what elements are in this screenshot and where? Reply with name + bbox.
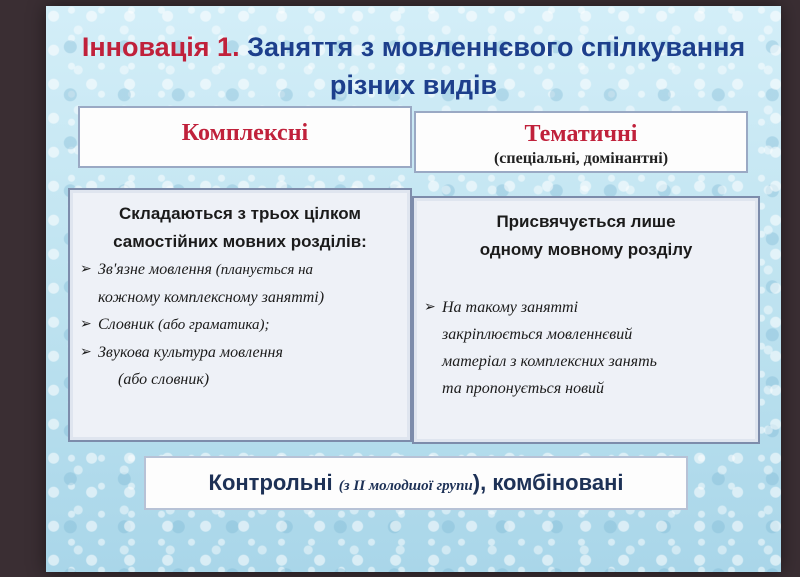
- list-item-continuation: [70, 366, 410, 393]
- arrowhead-bullet-icon: ➢: [424, 300, 436, 315]
- footer-part-3: ), комбіновані: [472, 470, 624, 495]
- list-item-cont-text: кожному комплексному занятті): [98, 289, 325, 306]
- arrowhead-bullet-icon: ➢: [80, 262, 92, 277]
- tematychni-lead-line-1: Присвячується лише: [496, 212, 676, 231]
- list-item: [70, 311, 410, 339]
- list-item-continuation: [414, 375, 758, 402]
- list-item-main: Словник: [98, 316, 155, 333]
- title-main: Заняття з мовленнєвого спілкування: [239, 32, 746, 62]
- list-item-aside: (або граматика);: [154, 317, 270, 333]
- list-item-line: На такому занятті: [442, 299, 579, 316]
- kompleksni-heading-box: [78, 106, 412, 168]
- arrowhead-bullet-icon: ➢: [80, 317, 92, 332]
- footer-part-1: Контрольні: [208, 470, 339, 495]
- kompleksni-lead-line-2: самостійних мовних розділів:: [113, 232, 367, 251]
- kompleksni-content-box: [68, 188, 412, 442]
- kompleksni-lead-line-1: Складаються з трьох цілком: [119, 204, 361, 223]
- list-item-aside: (планується на: [211, 262, 314, 278]
- tematychni-content-box: [412, 196, 760, 444]
- kompleksni-heading: Комплексні: [181, 120, 309, 146]
- list-item-cont-text: (або словник): [118, 371, 210, 388]
- list-item: [70, 256, 410, 284]
- list-item: [414, 294, 758, 321]
- title-accent: Інновація 1.: [81, 32, 240, 62]
- list-item-line: закріплюється мовленнєвий: [442, 326, 633, 343]
- list-item-continuation: [414, 321, 758, 348]
- tematychni-lead-line-2: одному мовному розділу: [479, 240, 693, 259]
- footer-note: (з ІІ молодшої групи: [338, 478, 473, 494]
- slide-title: [46, 28, 781, 104]
- tematychni-heading-box: [414, 111, 748, 173]
- footer-box: [144, 456, 688, 510]
- list-item: [70, 339, 410, 366]
- title-line-2: різних видів: [329, 70, 498, 100]
- list-item-continuation: [70, 284, 410, 311]
- tematychni-lead: [414, 208, 758, 264]
- tematychni-heading: Тематичні: [524, 121, 638, 147]
- list-item-continuation: [414, 348, 758, 375]
- list-item-main: Звукова культура мовлення: [98, 344, 283, 361]
- kompleksni-lead: [70, 200, 410, 256]
- list-item-line: матеріал з комплексних занять: [442, 353, 657, 370]
- arrowhead-bullet-icon: ➢: [80, 345, 92, 360]
- tematychni-subheading: (спеціальні, домінантні): [493, 150, 669, 167]
- presentation-slide: [46, 6, 781, 572]
- list-item-line: та пропонується новий: [442, 380, 605, 397]
- tematychni-list: [414, 294, 758, 402]
- list-item-main: Зв'язне мовлення: [98, 261, 212, 278]
